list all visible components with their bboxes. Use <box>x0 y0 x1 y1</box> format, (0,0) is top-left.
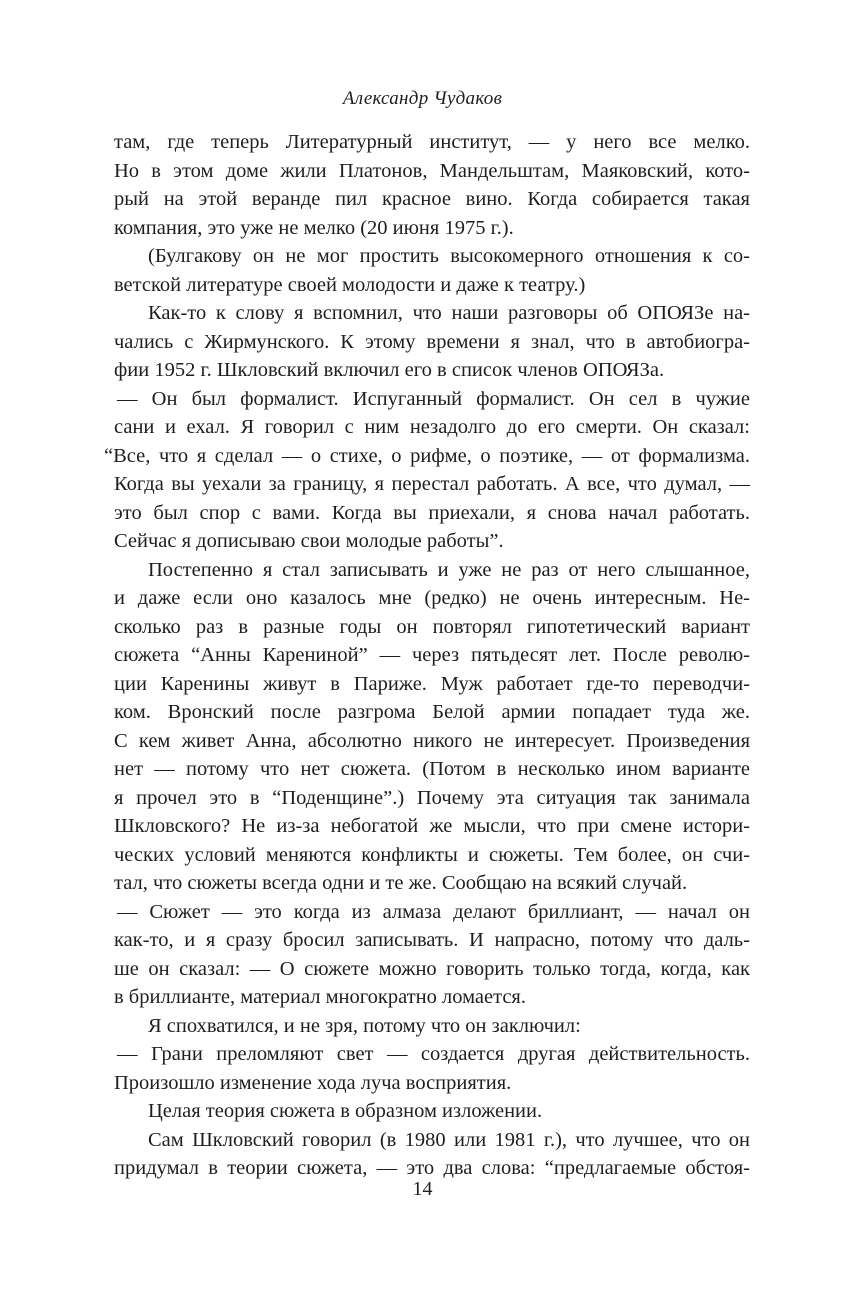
text-line: Но в этом доме жили Платонов, Мандельштам, Маяковский, кото- <box>114 159 750 182</box>
text-line: Я спохватился, и не зря, потому что он заключил: <box>148 1014 581 1037</box>
page-number: 14 <box>412 1178 433 1200</box>
text-line: чались с Жирмунского. К этому времени я знал, что в автобиогра- <box>114 330 750 353</box>
text-line: ше он сказал: — О сюжете можно говорить только тогда, когда, как <box>114 957 750 980</box>
text-line: там, где теперь Литературный институт, — у него все мелко. <box>114 131 750 153</box>
text-line: Как-то к слову я вспомнил, что наши разговоры об ОПОЯЗе на- <box>148 302 750 324</box>
text-line: нет — потому что нет сюжета. (Потом в несколько ином варианте <box>114 758 750 780</box>
text-line: Целая теория сюжета в образном изложении. <box>148 1100 543 1122</box>
text-line: — Он был формалист. Испуганный формалист. Он сел в чужие <box>117 387 750 410</box>
text-line: ком. Вронский после разгрома Белой армии попадает туда же. <box>114 701 750 723</box>
body-text <box>104 128 750 1183</box>
text-line: рый на этой веранде пил красное вино. Когда собирается такая <box>114 188 750 210</box>
text-line: как-то, и я сразу бросил записывать. И напрасно, потому что даль- <box>114 929 750 951</box>
text-line: ции Каренины живут в Париже. Муж работает где-то переводчи- <box>114 672 750 695</box>
text-line: и даже если оно казалось мне (редко) не очень интересным. Не- <box>114 587 750 609</box>
text-line: С кем живет Анна, абсолютно никого не интересует. Произведения <box>114 729 750 752</box>
text-line: Сам Шкловский говорил (в 1980 или 1981 г.), что лучшее, что он <box>148 1128 750 1151</box>
text-line: “Все, что я сделал — о стихе, о рифме, о поэтике, — от формализма. <box>104 444 750 467</box>
text-line: Произошло изменение хода луча восприятия. <box>114 1071 512 1094</box>
text-line: сколько раз в разные годы он повторял гипотетический вариант <box>114 615 750 638</box>
text-line: Сейчас я дописываю свои молодые работы”. <box>114 530 504 552</box>
text-line: Шкловского? Не из-за небогатой же мысли, что при смене истори- <box>114 815 750 837</box>
text-line: — Грани преломляют свет — создается другая действительность. <box>117 1043 750 1065</box>
text-line: компания, это уже не мелко (20 июня 1975 г.). <box>114 216 514 239</box>
text-line: — Сюжет — это когда из алмаза делают бриллиант, — начал он <box>117 900 750 923</box>
text-line: сюжета “Анны Карениной” — через пятьдесят лет. После револю- <box>114 644 750 666</box>
text-line: фии 1952 г. Шкловский включил его в список членов ОПОЯЗа. <box>114 359 665 381</box>
text-line: (Булгакову он не мог простить высокомерного отношения к со- <box>148 245 750 267</box>
text-line: Постепенно я стал записывать и уже не раз от него слышанное, <box>148 558 750 581</box>
text-line: придумал в теории сюжета, — это два слова: “предлагаемые обстоя- <box>114 1157 750 1179</box>
text-line: сани и ехал. Я говорил с ним незадолго до его смерти. Он сказал: <box>114 416 750 438</box>
text-line: ветской литературе своей молодости и даже к театру.) <box>114 273 586 296</box>
running-head: Александр Чудаков <box>342 88 503 109</box>
text-line: в бриллианте, материал многократно ломается. <box>114 986 526 1008</box>
text-line: ческих условий меняются конфликты и сюжеты. Тем более, он счи- <box>114 843 750 866</box>
text-line: это был спор с вами. Когда вы приехали, я снова начал работать. <box>114 501 750 524</box>
text-line: я прочел это в “Поденщине”.) Почему эта ситуация так занимала <box>114 786 750 809</box>
text-line: тал, что сюжеты всегда одни и те же. Сообщаю на всякий случай. <box>114 872 688 894</box>
text-line: Когда вы уехали за границу, я перестал работать. А все, что думал, — <box>114 473 750 495</box>
